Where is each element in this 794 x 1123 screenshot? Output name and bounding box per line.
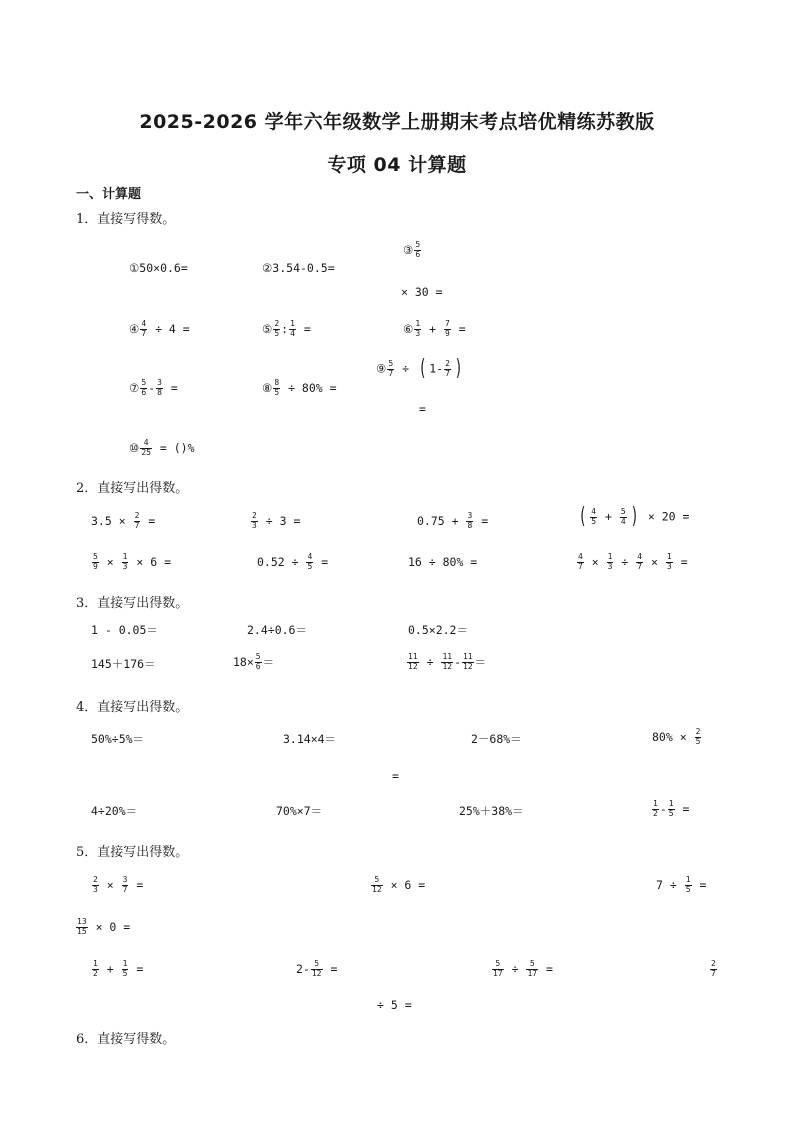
- q1-item-9: [376, 358, 465, 380]
- fraction: $\frac{1}{3}$: [666, 552, 672, 571]
- fraction: $\frac{11}{12}$: [442, 652, 453, 671]
- q3-item-3-text: 0.5×2.2＝: [408, 623, 468, 637]
- circled-10: ⑩: [129, 440, 140, 455]
- q2-item-4-tail: × 20 =: [647, 509, 690, 524]
- q3-item-6: [406, 653, 486, 672]
- fraction: $\frac{4}{5}$: [591, 506, 597, 526]
- q3-item-3: [408, 625, 468, 637]
- q1-item-2: [262, 263, 335, 275]
- q4-item-2: [283, 734, 336, 746]
- circled-9: ⑨: [376, 361, 387, 376]
- fraction: $\frac{1}{3}$: [122, 552, 128, 571]
- q5-item-8-cont: [377, 1000, 412, 1012]
- equals: =: [458, 321, 466, 336]
- q4-item-3: [471, 734, 522, 746]
- q1-item-3: [403, 241, 422, 260]
- q1-item-3-cont: [401, 287, 443, 299]
- fraction: $\frac{4}{7}$: [578, 552, 583, 571]
- q4-item-5-text: 4÷20%＝: [91, 804, 138, 818]
- q1-item-1: [129, 263, 188, 275]
- q2-item-4: [576, 506, 689, 528]
- fraction: $\frac{1}{5}$: [122, 959, 128, 978]
- q5-item-7: [491, 960, 553, 979]
- fraction: $\frac{3}{8}$: [157, 378, 162, 397]
- equals: ＝: [262, 654, 275, 669]
- fraction: $\frac{4}{7}$: [637, 552, 643, 571]
- equals: =: [170, 380, 178, 395]
- fraction: $\frac{5}{17}$: [527, 959, 538, 978]
- q4-item-6-text: 70%×7＝: [276, 804, 323, 818]
- fraction: $\frac{5}{12}$: [311, 959, 322, 978]
- q1-item-6: [403, 320, 466, 339]
- fraction: $\frac{8}{5}$: [274, 378, 280, 397]
- q2-item-2: [250, 512, 300, 531]
- q2-item-1-head: 3.5 ×: [91, 513, 126, 528]
- circled-4: ④: [129, 321, 140, 336]
- plus: +: [429, 321, 437, 336]
- fraction: $\frac{2}{5}$: [695, 727, 701, 746]
- equals: =: [699, 877, 707, 892]
- q1-item-8: [262, 379, 337, 398]
- close-paren: ): [454, 356, 463, 381]
- fraction: $\frac{4}{25}$: [141, 438, 151, 457]
- plus: +: [605, 509, 612, 524]
- fraction: $\frac{2}{7}$: [445, 358, 450, 378]
- q2-item-7-text: 16 ÷ 80% =: [408, 555, 478, 569]
- q2-item-6: [257, 553, 328, 572]
- fraction: $\frac{4}{5}$: [307, 552, 313, 571]
- fraction: $\frac{5}{12}$: [372, 875, 382, 894]
- divide: ÷: [402, 361, 410, 376]
- fraction: $\frac{1}{2}$: [653, 799, 658, 818]
- question-3-label: 3．直接写出得数。: [76, 596, 189, 611]
- q5-item-6: [296, 960, 337, 979]
- section-heading: 一、计算题: [76, 187, 142, 202]
- fraction: $\frac{5}{17}$: [493, 959, 503, 978]
- ratio-colon: :: [281, 321, 289, 336]
- equals: =: [419, 402, 426, 416]
- circled-6: ⑥: [403, 321, 414, 336]
- document-title: 2025-2026 学年六年级数学上册期末考点培优精练苏教版: [139, 111, 655, 133]
- circled-8: ⑧: [262, 380, 273, 395]
- fraction: $\frac{1}{5}$: [668, 799, 674, 818]
- fraction: $\frac{7}{9}$: [444, 319, 450, 338]
- fraction: $\frac{2}{3}$: [252, 511, 257, 530]
- plus: +: [106, 961, 114, 976]
- question-6-label: 6．直接写得数。: [76, 1032, 176, 1047]
- q4-item-7: [459, 806, 524, 818]
- minus: -: [148, 380, 156, 395]
- circled-3: ③: [403, 242, 414, 257]
- q4-item-4-cont: [392, 771, 399, 783]
- q5-item-8-tail: ÷ 5 =: [377, 998, 412, 1012]
- fraction: $\frac{5}{6}$: [141, 378, 147, 397]
- question-4-label: 4．直接写出得数。: [76, 700, 189, 715]
- divide: ÷: [621, 554, 629, 569]
- fraction: $\frac{3}{8}$: [467, 511, 473, 530]
- q1-item-2-text: ②3.54-0.5=: [262, 261, 335, 275]
- fraction: $\frac{5}{6}$: [415, 240, 421, 259]
- fraction: $\frac{2}{7}$: [711, 959, 716, 978]
- q4-item-8: [651, 800, 689, 819]
- question-2-label: 2．直接写出得数。: [76, 481, 189, 496]
- times: ×: [651, 554, 658, 569]
- times: ×: [591, 554, 599, 569]
- q3-item-5-head: 18×: [233, 654, 254, 669]
- q1-item-4-tail: ÷ 4 =: [155, 321, 190, 336]
- q1-item-9-one-minus: 1-: [429, 361, 444, 376]
- minus: -: [454, 654, 462, 669]
- fraction: $\frac{1}{3}$: [607, 552, 613, 571]
- question-1-label: 1．直接写得数。: [76, 212, 176, 227]
- equals: =: [321, 554, 329, 569]
- q4-item-7-text: 25%＋38%＝: [459, 804, 524, 818]
- q1-item-3-tail: × 30 =: [401, 285, 443, 299]
- q1-item-1-text: ①50×0.6=: [129, 261, 188, 275]
- q4-item-1: [91, 734, 144, 746]
- q5-item-4-tail: × 0 =: [95, 919, 131, 934]
- q1-item-4: [129, 320, 190, 339]
- q1-item-10-tail: = ()%: [159, 440, 195, 455]
- q3-item-2-text: 2.4÷0.6＝: [247, 623, 307, 637]
- fraction: $\frac{2}{3}$: [93, 875, 98, 894]
- equals: =: [682, 801, 690, 816]
- fraction: $\frac{5}{4}$: [620, 506, 626, 526]
- q2-item-3-head: 0.75 +: [417, 513, 459, 528]
- q5-item-5: [91, 960, 143, 979]
- q3-item-4: [91, 659, 156, 671]
- q4-item-1-text: 50%÷5%＝: [91, 732, 145, 746]
- equals: =: [136, 877, 144, 892]
- equals: =: [136, 961, 144, 976]
- divide: ÷: [511, 961, 519, 976]
- fraction: $\frac{5}{9}$: [93, 552, 98, 571]
- q2-item-5: [91, 553, 171, 572]
- q1-item-8-tail: ÷ 80% =: [288, 380, 337, 395]
- equals: ＝: [474, 654, 487, 669]
- open-paren: (: [418, 356, 427, 381]
- q3-item-1-text: 1 - 0.05＝: [91, 623, 158, 637]
- q3-item-2: [247, 625, 307, 637]
- q5-item-1: [91, 876, 143, 895]
- q2-item-1: [91, 512, 155, 531]
- equals: =: [392, 769, 399, 783]
- circled-7: ⑦: [129, 380, 140, 395]
- q1-item-7: [129, 379, 178, 398]
- fraction: $\frac{11}{12}$: [463, 652, 473, 671]
- q2-item-5-tail: × 6 =: [136, 554, 172, 569]
- q2-item-2-tail: ÷ 3 =: [265, 513, 301, 528]
- fraction: $\frac{1}{5}$: [685, 875, 691, 894]
- q1-item-5: [262, 320, 311, 339]
- q2-item-6-head: 0.52 ÷: [257, 554, 299, 569]
- q4-item-4-head: 80% ×: [652, 729, 687, 744]
- document-subtitle: 专项 04 计算题: [327, 154, 467, 176]
- fraction: $\frac{1}{2}$: [93, 959, 98, 978]
- equals: =: [303, 321, 311, 336]
- q4-item-4: [652, 728, 702, 747]
- times: ×: [106, 877, 114, 892]
- equals: =: [481, 513, 489, 528]
- equals: =: [546, 961, 553, 976]
- q4-item-3-text: 2－68%＝: [471, 732, 522, 746]
- fraction: $\frac{3}{7}$: [122, 875, 128, 894]
- q5-item-3: [656, 876, 706, 895]
- open-paren: (: [578, 504, 587, 529]
- q5-item-6-head: 2-: [296, 961, 310, 976]
- q4-item-5: [91, 806, 137, 818]
- q4-item-2-text: 3.14×4＝: [283, 732, 337, 746]
- minus: -: [659, 801, 667, 816]
- equals: =: [148, 513, 156, 528]
- times: ×: [106, 554, 114, 569]
- q3-item-4-text: 145＋176＝: [91, 657, 156, 671]
- q2-item-7: [408, 557, 477, 569]
- fraction: $\frac{5}{6}$: [255, 652, 261, 671]
- equals: =: [680, 554, 688, 569]
- fraction: $\frac{5}{7}$: [388, 358, 394, 378]
- fraction: $\frac{4}{7}$: [141, 319, 147, 338]
- fraction: $\frac{11}{12}$: [408, 652, 418, 671]
- divide: ÷: [426, 654, 434, 669]
- q3-item-1: [91, 625, 158, 637]
- q5-item-2: [370, 876, 425, 895]
- q4-item-6: [276, 806, 322, 818]
- q1-item-10: [129, 439, 195, 458]
- q5-item-8: [709, 960, 718, 979]
- close-paren: ): [630, 504, 639, 529]
- q3-item-5: [233, 653, 274, 672]
- q5-item-3-head: 7 ÷: [656, 877, 677, 892]
- fraction: $\frac{2}{7}$: [134, 511, 140, 530]
- fraction: $\frac{13}{15}$: [77, 917, 87, 936]
- fraction: $\frac{2}{5}$: [274, 319, 280, 338]
- fraction: $\frac{1}{3}$: [415, 319, 421, 338]
- fraction: $\frac{1}{4}$: [290, 319, 295, 338]
- q2-item-3: [417, 512, 488, 531]
- q1-item-9-cont: [419, 404, 426, 416]
- question-5-label: 5．直接写出得数。: [76, 845, 189, 860]
- circled-5: ⑤: [262, 321, 273, 336]
- equals: =: [330, 961, 338, 976]
- q5-item-4: [75, 918, 130, 937]
- q5-item-2-tail: × 6 =: [390, 877, 426, 892]
- q2-item-8: [576, 553, 688, 572]
